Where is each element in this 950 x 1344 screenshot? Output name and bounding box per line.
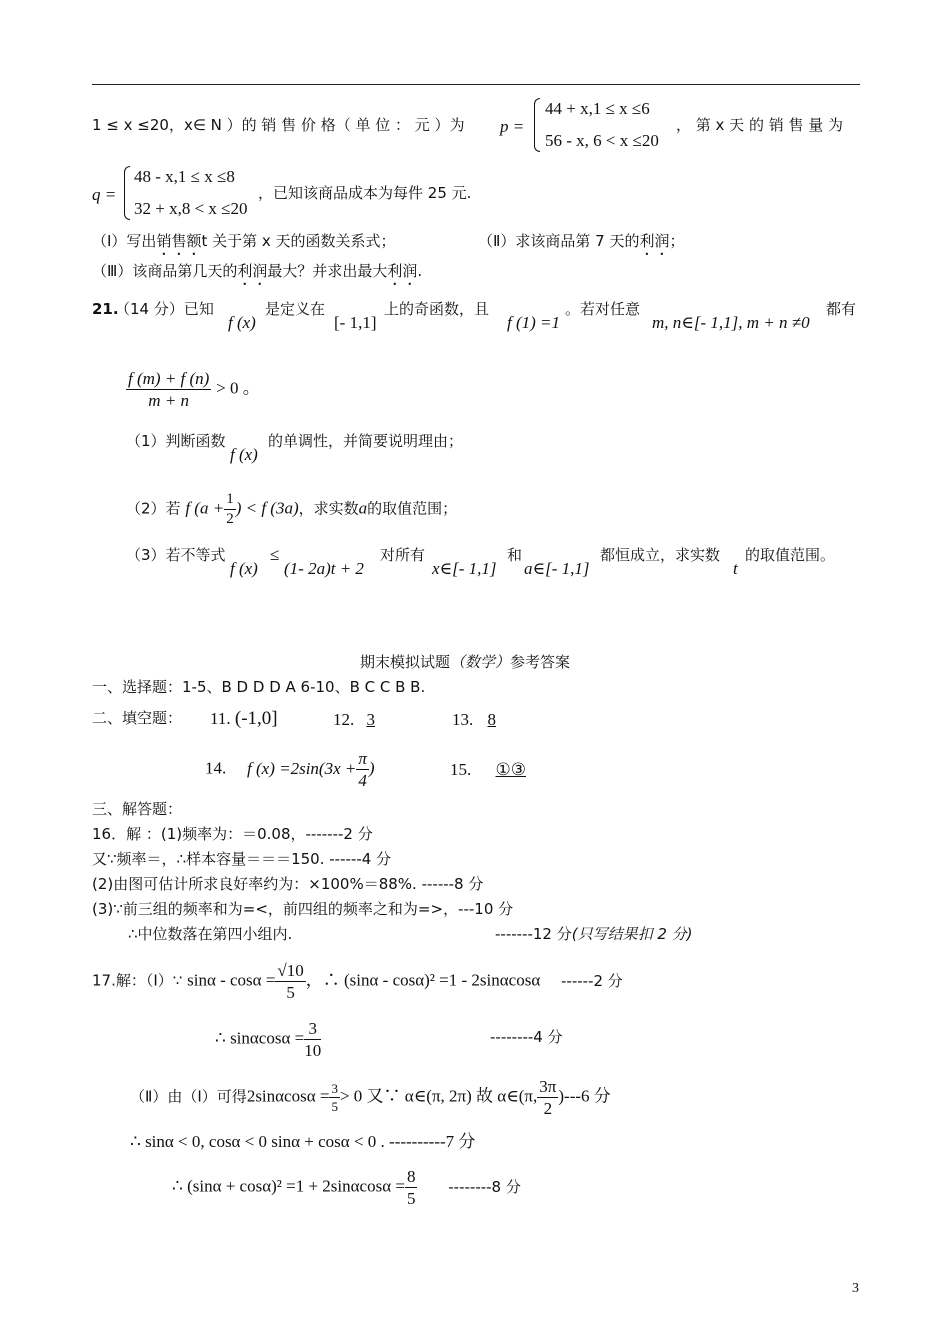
answers-title-b: （数学）	[450, 653, 511, 671]
a15-value: ①③	[495, 760, 526, 779]
s17-2-num: 3	[304, 1020, 321, 1040]
s17-1-num: √10	[277, 961, 304, 980]
a14-num: π	[358, 749, 367, 768]
q20-part2-a: （Ⅱ）求该商品第 7 天的	[478, 232, 640, 250]
q21-fraction-line	[126, 370, 260, 409]
q21-p3-le: ≤	[270, 545, 280, 564]
s17-1-b: ，∴ (sinα - cosα)² =1 - 2sinαcosα	[305, 970, 541, 990]
s17-line2	[215, 1020, 321, 1059]
q21-p3-fx: f (x)	[230, 559, 258, 578]
q21-p2-half-num: 1	[224, 492, 236, 510]
s16-note: (只写结果扣 2 分)	[571, 925, 693, 943]
q20-part1-a: （Ⅰ）写出	[92, 232, 157, 250]
header-rule	[92, 84, 860, 85]
a11-label: 11.	[210, 709, 231, 728]
q20-p-brace	[534, 98, 540, 152]
q21-p2-var: a	[358, 498, 368, 518]
q20-part3	[92, 262, 422, 289]
s17-line1	[92, 962, 623, 1001]
s17-2-frac	[304, 1020, 321, 1059]
q21-stem-e: 都有	[826, 300, 857, 318]
q21-p3-d: 都恒成立，求实数	[600, 546, 721, 564]
q21-p2-b: ，求实数	[298, 499, 359, 518]
s17-3-num: 3	[331, 1081, 338, 1096]
q21-stem-c: 上的奇函数，且	[384, 300, 490, 318]
s16-line1: 16．解 ：(1)频率为：＝0.08，-------2 分	[92, 825, 373, 843]
q21-frac-post: > 0 。	[216, 378, 260, 398]
a15-label: 15.	[450, 760, 472, 779]
q21-p3-expr: (1- 2a)t + 2	[284, 559, 364, 578]
answers-a12	[333, 711, 383, 728]
answers-a14	[205, 750, 375, 789]
answers-title-c: 参考答案	[510, 653, 571, 671]
s17-3-a: （Ⅱ）由（Ⅰ）可得	[130, 1087, 247, 1106]
s17-line3	[130, 1078, 611, 1117]
s16-line2: 又∵频率＝，∴样本容量＝＝＝150. ------4 分	[92, 850, 392, 868]
s17-3-den: 5	[331, 1099, 338, 1114]
a14-label: 14.	[205, 758, 227, 778]
q21-p3-e: 的取值范围。	[745, 546, 836, 564]
q20-part2	[478, 232, 685, 259]
q21-p2-half-den: 2	[226, 511, 234, 527]
answers-a13	[452, 711, 506, 728]
q20-part3-b: 最大？并求出最大	[267, 262, 388, 280]
s16-score: -------12 分	[495, 925, 572, 943]
answers-a11	[210, 709, 278, 728]
s17-line5	[172, 1168, 521, 1207]
q21-p3-x: x∈[- 1,1]	[432, 559, 497, 578]
a11-value: (-1,0]	[234, 708, 278, 729]
q20-p-case1: 44 + x,1 ≤ x ≤6	[545, 99, 650, 118]
s16-line4: (3)∵前三组的频率和为=<，前四组的频率之和为=>，---10 分	[92, 900, 514, 918]
a14-expr-b: )	[368, 758, 375, 778]
q20-p-lhs: p =	[500, 117, 525, 136]
q20-part3-c: .	[417, 262, 423, 280]
q20-q-case2: 32 + x,8 < x ≤20	[134, 199, 248, 218]
q21-p2-expr-a: f (a +	[185, 498, 225, 518]
q21-stem-d: 。若对任意	[565, 300, 641, 318]
q20-part1-dot: 销售额	[156, 232, 202, 250]
a13-value: 8	[487, 710, 496, 729]
answers-title-a: 期末模拟试题	[360, 653, 451, 671]
a14-expr-a: f (x) =2sin(3x +	[247, 758, 357, 778]
q21-p1-b: 的单调性，并简要说明理由；	[268, 432, 464, 450]
q21-p2-a: （2）若	[126, 499, 181, 518]
s17-3-den2: 2	[543, 1099, 553, 1118]
s17-3-c: > 0 又∵ α∈(π, 2π) 故 α∈(π,	[339, 1086, 538, 1106]
q20-p-case2: 56 - x, 6 < x ≤20	[545, 131, 659, 150]
q21-p1-fx: f (x)	[230, 445, 258, 464]
q21-p2-expr-b: ) < f (3a)	[235, 498, 299, 518]
q21-f1: f (1) =1	[507, 313, 561, 332]
q21-number: 21.	[92, 300, 119, 318]
s16-line3: (2)由图可估计所求良好率约为：×100%＝88%. ------8 分	[92, 875, 484, 893]
q20-part1	[92, 232, 396, 259]
q21-p3-t: t	[733, 559, 738, 578]
q21-p3-a: （3）若不等式	[126, 546, 226, 564]
q20-part1-b: t 关于第 x 天的函数关系式；	[201, 232, 396, 250]
s17-1-a: sinα - cosα =	[187, 970, 276, 990]
page-number: 3	[852, 1281, 859, 1296]
q21-fx: f (x)	[228, 313, 256, 332]
s17-3-num2: 3π	[539, 1077, 557, 1096]
s17-5-num: 8	[406, 1167, 416, 1186]
s17-5-score: --------8 分	[448, 1177, 521, 1196]
q21-frac-num: f (m) + f (n)	[128, 369, 210, 388]
s17-1-score: ------2 分	[561, 971, 623, 990]
q21-interval: [- 1,1]	[334, 313, 377, 332]
q20-line1	[92, 118, 465, 133]
a14-den: 4	[358, 771, 367, 790]
s17-5-frac	[405, 1168, 418, 1207]
q20-q-case1: 48 - x,1 ≤ x ≤8	[134, 167, 235, 186]
q21-stem-b: 是定义在	[265, 300, 326, 318]
q20-part3-dot1: 利润	[237, 262, 268, 280]
s17-1-frac	[275, 962, 305, 1001]
q21-p2-c: 的取值范围；	[367, 499, 458, 518]
q21-cond: m, n∈[- 1,1], m + n ≠0	[652, 313, 810, 332]
q21-p3-aa: a∈[- 1,1]	[524, 559, 590, 578]
q21-p2-line	[126, 492, 457, 527]
s17-2-a: ∴ sinαcosα =	[215, 1028, 305, 1048]
q20-part3-dot2: 利润	[387, 262, 418, 280]
s17-label: 17.解：（Ⅰ）∵	[92, 971, 183, 990]
q21-fraction	[126, 370, 211, 409]
s17-3-d: )---6 分	[558, 1086, 611, 1106]
q20-line1-pre: 1 ≤ x ≤20，x∈ N ）的 销 售 价 格（ 单 位 ： 元 ）为	[92, 116, 465, 134]
q20-part3-a: （Ⅲ）该商品第几天的	[92, 262, 238, 280]
q20-line1-post: ， 第 x 天 的 销 售 量 为	[676, 116, 844, 134]
q20-part2-b: ；	[669, 232, 685, 250]
s17-5-den: 5	[406, 1189, 416, 1208]
q21-stem-a: （14 分）已知	[115, 300, 214, 318]
q20-q-brace	[124, 166, 130, 220]
s17-3-b: 2sinαcosα =	[246, 1086, 330, 1106]
a12-label: 12.	[333, 710, 355, 729]
q20-q-lhs: q =	[92, 185, 117, 204]
answers-a15	[450, 761, 536, 778]
s17-3-frac	[329, 1082, 340, 1113]
q21-frac-den: m + n	[148, 391, 190, 410]
q21-p3-b: 对所有	[380, 546, 426, 564]
s16-line5-score	[495, 927, 693, 942]
s16-line5: ∴中位数落在第四小组内.	[128, 925, 293, 943]
answers-choice: 一、选择题：1-5、B D D D A 6-10、B C C B B.	[92, 678, 426, 696]
s17-line4: ∴ sinα < 0, cosα < 0 sinα + cosα < 0 . ----------7 分	[130, 1132, 476, 1151]
s17-5-a: ∴ (sinα + cosα)² =1 + 2sinαcosα =	[172, 1176, 405, 1196]
s17-2-den: 10	[304, 1041, 322, 1060]
s17-2-score: --------4 分	[490, 1028, 563, 1046]
q20-part2-dot: 利润	[639, 232, 670, 250]
a12-value: 3	[366, 710, 375, 729]
a13-label: 13.	[452, 710, 474, 729]
s17-1-den: 5	[286, 983, 295, 1002]
q20-q-post: ，已知该商品成本为每件 25 元.	[258, 184, 472, 202]
q21-p2-half	[224, 492, 236, 527]
q21-p3-c: 和	[507, 546, 523, 564]
answers-title	[360, 655, 570, 670]
s17-3-frac2	[537, 1078, 558, 1117]
answers-solve-label: 三、解答题：	[92, 800, 183, 818]
a14-frac	[356, 750, 369, 789]
answers-fill-label: 二、填空题：	[92, 709, 183, 727]
q21-p1-a: （1）判断函数	[126, 432, 226, 450]
